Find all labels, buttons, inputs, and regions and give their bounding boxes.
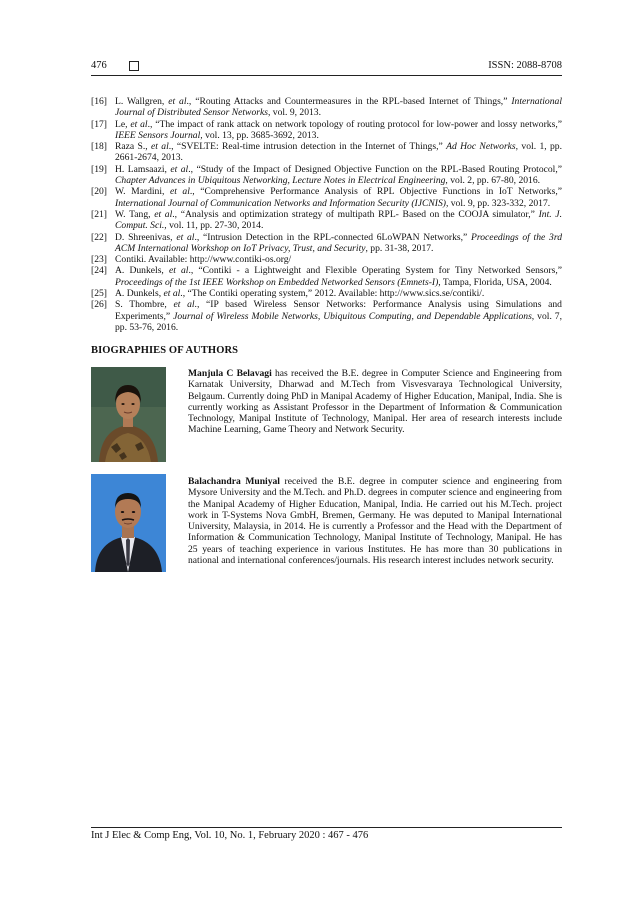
reference-number: [26]: [91, 299, 107, 311]
reference-number: [17]: [91, 118, 107, 130]
reference-item: [21] W. Tang, et al., “Analysis and optimization strategy of multipath RPL- Based on the COOJA simulator,” Int. J. Comput. Sci., vol. 11, pp. 27-30, 2014.: [91, 208, 562, 232]
author-photo: [91, 367, 166, 462]
reference-number: [22]: [91, 231, 107, 243]
author-portrait-male: [91, 474, 166, 572]
author-photo: [91, 474, 166, 572]
author-bio-text: received the B.E. degree in computer science and engineering from Mysore University and the M.Tech. and Ph.D. degrees in computer science and engineering from the Manipal Academy of Higher Education, Manipal, India. He carried out his M.Tech. project work in T-Systems Nova GmbH, Bremen, Germany. He was deputed to Manipal International University, Malaysia, in 2014. He is currently a Professor and the Head with the Department of Information & Communication Technology, Manipal Institute of Technology, Manipal. He has 25 years of teaching experience in various Institutes. He has more than 30 publications in national and international conferences/journals. His research interest includes network security.: [188, 476, 562, 567]
reference-number: [19]: [91, 163, 107, 175]
reference-item: [16] L. Wallgren, et al., “Routing Attacks and Countermeasures in the RPL-based Internet of Things,” International Journal of Distributed Sensor Networks, vol. 9, 2013.: [91, 96, 562, 119]
running-footer: Int J Elec & Comp Eng, Vol. 10, No. 1, February 2020 : 467 - 476: [91, 830, 369, 841]
author-name: Balachandra Muniyal: [188, 476, 280, 487]
issn-label: ISSN: 2088-8708: [488, 60, 562, 71]
reference-item: [25] A. Dunkels, et al., “The Contiki operating system,” 2012. Available: http://www.sics.se/contiki/.: [91, 288, 485, 300]
author-name: Manjula C Belavagi: [188, 368, 272, 379]
reference-item: [22] D. Shreenivas, et al., “Intrusion Detection in the RPL-connected 6LoWPAN Networks,” Proceedings of the 3rd ACM International Workshop on IoT Privacy, Trust, and Security, pp. 31-38, 2017.: [91, 231, 562, 254]
reference-item: [17] Le, et al., “The impact of rank attack on network topology of routing protocol for low-power and lossy networks,” IEEE Sensors Journal, vol. 13, pp. 3685-3692, 2013.: [91, 118, 562, 141]
reference-number: [23]: [91, 254, 107, 266]
reference-item: [26] S. Thombre, et al., “IP based Wireless Sensor Networks: Performance Analysis using Simulations and Experiments,” Journal of Wireless Mobile Networks, Ubiquitous Computing, and Dependable Applications, vol. 7, pp. 53-76, 2016.: [91, 299, 562, 333]
author-portrait-female: [91, 367, 166, 462]
reference-number: [18]: [91, 141, 107, 153]
reference-number: [24]: [91, 265, 107, 277]
square-bullet-icon: [129, 61, 139, 71]
reference-item: [19] H. Lamsaazi, et al., “Study of the Impact of Designed Objective Function on the RPL-Based Routing Protocol,” Chapter Advances in Ubiquitous Networking, Lecture Notes in Electrical Engineering, vol. 2, pp. 67-80, 2016.: [91, 163, 562, 187]
reference-number: [20]: [91, 186, 107, 198]
reference-item: [24] A. Dunkels, et al., “Contiki - a Lightweight and Flexible Operating System for Tiny Networked Sensors,” Proceedings of the 1st IEEE Workshop on Embedded Networked Sensors (Emnets-I), Tampa, Florida, USA, 2004.: [91, 265, 562, 288]
reference-item: [20] W. Mardini, et al., “Comprehensive Performance Analysis of RPL Objective Functions in IoT Networks,” International Journal of Communication Networks and Information Security (IJCNIS), vol. 9, pp. 323-332, 2017.: [91, 186, 562, 209]
reference-list: [91, 96, 562, 333]
section-heading: BIOGRAPHIES OF AUTHORS: [91, 345, 239, 356]
footer-rule: [91, 827, 562, 828]
reference-number: [16]: [91, 96, 107, 107]
author-bio-text: has received the B.E. degree in Computer Science and Engineering from Karnatak University, Dharwad and M.Tech from Visvesvaraya Technological University, Belgaum. Currently doing PhD in Manipal Academy of Higher Education, Manipal, India. She is currently working as Assistant Professor in the Department of Information & Communication Technology, Manipal Institute of Technology, Manipal. Her area of research interests include Machine Learning, Game Theory and Network Security.: [188, 368, 562, 436]
reference-item: [18] Raza S., et al., “SVELTE: Real-time intrusion detection in the Internet of Things,” Ad Hoc Networks, vol. 1, pp. 2661-2674, 2013.: [91, 141, 562, 164]
author-bio: [188, 476, 562, 566]
author-bio: [188, 368, 562, 436]
reference-number: [25]: [91, 288, 107, 300]
reference-item: [23] Contiki. Available: http://www.contiki-os.org/: [91, 254, 292, 266]
running-header: [91, 58, 562, 74]
reference-number: [21]: [91, 208, 107, 220]
header-rule: [91, 75, 562, 76]
page-number: 476: [91, 60, 107, 71]
